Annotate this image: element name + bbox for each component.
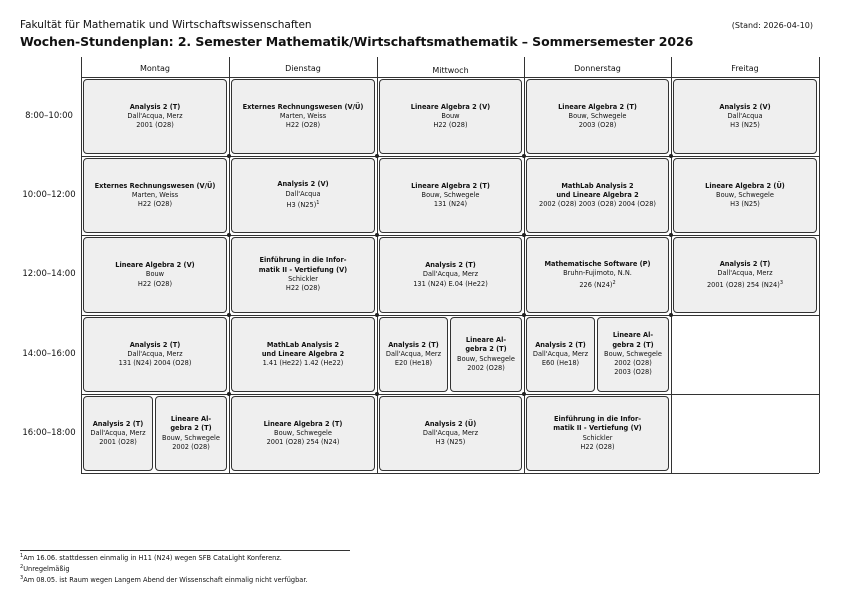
course-room-text: 2001 (O28) 254 (N24) — [706, 280, 780, 289]
course-room — [395, 359, 432, 368]
course-title: MathLab Analysis 2 und Lineare Algebra 2 — [261, 340, 345, 358]
course-room-text: H22 (O28) — [285, 284, 321, 293]
course-cell[interactable] — [83, 237, 227, 313]
footnote-marker: 1 — [316, 200, 320, 207]
course-room — [579, 279, 615, 290]
footnote-marker: 3 — [779, 279, 784, 286]
course-lecturers: Bouw, Schwegele — [162, 433, 220, 442]
grid-junction — [227, 154, 231, 158]
grid-vline — [819, 57, 820, 473]
grid-junction — [522, 392, 526, 396]
course-cell[interactable] — [155, 396, 227, 471]
day-header: Montag — [140, 64, 170, 73]
course-cell[interactable] — [673, 79, 817, 154]
course-lecturers: Bouw, Schwegele — [716, 190, 774, 199]
course-lecturers: Bouw — [441, 111, 460, 120]
course-title: Lineare Algebra 2 (T) — [558, 102, 637, 111]
course-title: MathLab Analysis 2 und Lineare Algebra 2 — [556, 181, 639, 199]
grid-hline — [81, 394, 819, 395]
course-room-text: 131 (N24) E.04 (He22) — [413, 279, 488, 288]
course-room — [286, 121, 320, 130]
course-room — [614, 359, 652, 378]
day-header: Dienstag — [285, 64, 321, 73]
grid-junction — [669, 313, 673, 317]
grid-vline — [524, 57, 525, 473]
course-cell[interactable] — [379, 317, 448, 392]
course-lecturers: Dall'Acqua, Merz — [532, 349, 589, 358]
course-cell[interactable] — [379, 237, 522, 313]
course-cell[interactable] — [526, 317, 595, 392]
course-title: Mathematische Software (P) — [544, 259, 651, 268]
course-lecturers: Schickler — [288, 275, 318, 283]
grid-vline — [671, 57, 672, 473]
course-title: Externes Rechnungswesen (V/Ü) — [94, 181, 216, 190]
course-cell[interactable] — [379, 396, 522, 471]
footnote-text: Am 16.06. stattdessen einmalig in H11 (N24) wegen SFB CataLight Konferenz. — [23, 554, 282, 563]
course-room-text: H3 (N25) — [286, 201, 317, 210]
course-lecturers: Dall'Acqua, Merz — [717, 269, 773, 278]
course-cell[interactable] — [526, 158, 669, 233]
course-cell[interactable] — [231, 158, 375, 233]
time-slot-label: 10:00–12:00 — [22, 189, 76, 200]
footnote — [20, 564, 70, 573]
course-cell[interactable] — [526, 79, 669, 154]
course-room-text: 131 (N24) — [433, 200, 468, 209]
course-room-text: 131 (N24) 2004 (O28) — [118, 359, 192, 368]
course-room-text: E60 (He18) — [541, 359, 580, 368]
course-lecturers: Bouw, Schwegele — [274, 428, 332, 437]
course-title: Analysis 2 (V) — [277, 180, 329, 189]
grid-vline — [229, 57, 230, 473]
grid-vline — [377, 57, 378, 473]
grid-hline — [81, 156, 819, 157]
grid-hline — [81, 315, 819, 316]
footnote-number: 3 — [20, 575, 24, 581]
course-room-text: H22 (O28) — [137, 279, 173, 288]
course-title: Analysis 2 (T) — [129, 340, 181, 349]
course-title: Analysis 2 (V) — [719, 102, 771, 111]
course-room-text: E20 (He18) — [394, 359, 433, 368]
grid-junction — [522, 233, 526, 237]
course-room-text: 2002 (O28) 2003 (O28) 2004 (O28) — [539, 200, 656, 209]
course-cell[interactable] — [673, 158, 817, 233]
course-room — [172, 443, 210, 452]
course-title: Analysis 2 (Ü) — [424, 419, 477, 428]
course-title: Analysis 2 (T) — [129, 102, 181, 111]
course-title: Analysis 2 (T) — [388, 340, 439, 349]
grid-hline — [81, 235, 819, 236]
course-cell[interactable] — [231, 237, 375, 313]
footnote-marker: 2 — [612, 279, 616, 286]
course-lecturers: Dall'Acqua, Merz — [385, 349, 442, 358]
course-title: Lineare Algebra 2 (T) — [263, 419, 343, 428]
grid-junction — [375, 392, 379, 396]
course-cell[interactable] — [231, 317, 375, 392]
course-lecturers: Dall'Acqua — [727, 111, 763, 120]
course-room-text: 2002 (O28) — [172, 442, 210, 451]
course-title: Analysis 2 (T) — [92, 419, 144, 428]
grid-vline — [81, 57, 82, 473]
course-title: Analysis 2 (T) — [425, 261, 476, 270]
stand-date: (Stand: 2026-04-10) — [731, 21, 813, 30]
course-cell[interactable] — [379, 158, 522, 233]
course-room-text: 2002 (O28) 2003 (O28) — [614, 359, 652, 377]
day-header: Freitag — [731, 64, 759, 73]
footnote-number: 1 — [20, 553, 24, 559]
grid-hline — [81, 473, 819, 474]
course-title: Lineare Al- gebra 2 (T) — [170, 414, 212, 433]
grid-junction — [669, 154, 673, 158]
course-cell[interactable] — [83, 158, 227, 233]
grid-junction — [375, 313, 379, 317]
grid-junction — [227, 233, 231, 237]
day-header: Mittwoch — [432, 66, 469, 75]
course-room-text: 2002 (O28) — [467, 363, 505, 372]
course-room — [730, 121, 760, 130]
course-title: Lineare Algebra 2 (Ü) — [705, 181, 785, 190]
grid-junction — [375, 233, 379, 237]
course-room-text: 226 (N24) — [579, 280, 613, 289]
course-room-text: H3 (N25) — [435, 438, 466, 447]
course-room — [136, 121, 174, 130]
course-title: Lineare Algebra 2 (V) — [115, 261, 195, 270]
course-room — [287, 199, 320, 210]
course-room-text: H3 (N25) — [730, 200, 760, 209]
course-room-text: 2003 (O28) — [578, 121, 617, 130]
course-room-text: 2001 (O28) — [136, 121, 174, 130]
grid-junction — [375, 154, 379, 158]
course-lecturers: Dall'Acqua, Merz — [127, 349, 183, 358]
course-lecturers: Bouw, Schwegele — [568, 111, 627, 120]
course-lecturers: Schickler — [582, 433, 613, 442]
footnote — [20, 575, 308, 584]
course-lecturers: Bouw, Schwegele — [604, 349, 662, 358]
course-title: Lineare Algebra 2 (V) — [410, 102, 491, 111]
footnote-text: Am 08.05. ist Raum wegen Langem Abend der Wissenschaft einmalig nicht verfügbar. — [23, 576, 308, 585]
course-cell[interactable] — [526, 396, 669, 471]
course-room — [467, 364, 505, 373]
course-title: Einführung in die Infor- matik II - Vertiefung (V) — [553, 414, 642, 433]
course-room — [542, 359, 579, 368]
course-cell[interactable] — [597, 317, 669, 392]
course-lecturers: Dall'Acqua — [285, 189, 321, 198]
course-room-text: H3 (N25) — [730, 121, 760, 130]
grid-hline — [81, 77, 819, 78]
course-room — [413, 280, 488, 289]
course-room — [434, 200, 467, 209]
course-title: Lineare Algebra 2 (T) — [411, 181, 490, 190]
course-room-text: H22 (O28) — [285, 121, 321, 130]
course-room — [580, 443, 614, 452]
footnote — [20, 553, 282, 562]
course-room-text: 2001 (O28) — [99, 438, 137, 447]
course-lecturers: Bruhn-Fujimoto, N.N. — [563, 269, 632, 278]
time-slot-label: 12:00–14:00 — [22, 269, 76, 279]
course-room — [579, 121, 617, 130]
course-room — [539, 200, 656, 209]
footnote-text: Unregelmäßig — [23, 565, 70, 574]
grid-junction — [669, 233, 673, 237]
grid-junction — [522, 313, 526, 317]
time-slot-label: 16:00–18:00 — [22, 427, 76, 438]
course-room — [119, 359, 192, 368]
course-room — [436, 438, 466, 447]
course-room-text: 1.41 (He22) 1.42 (He22) — [262, 359, 344, 368]
course-room — [263, 359, 344, 368]
faculty-name: Fakultät für Mathematik und Wirtschaftswissenschaften — [20, 19, 312, 31]
course-cell[interactable] — [83, 396, 153, 471]
course-room — [730, 200, 760, 209]
course-room — [267, 438, 340, 447]
course-lecturers: Marten, Weiss — [279, 111, 327, 120]
course-title: Lineare Al- gebra 2 (T) — [465, 335, 507, 354]
course-title: Lineare Al- gebra 2 (T) — [612, 331, 654, 349]
course-cell[interactable] — [379, 79, 522, 154]
footnote-number: 2 — [20, 564, 24, 570]
course-cell[interactable] — [526, 237, 669, 313]
course-cell[interactable] — [231, 79, 375, 154]
grid-junction — [227, 313, 231, 317]
course-lecturers: Bouw, Schwegele — [421, 190, 480, 199]
course-title: Einführung in die Infor- matik II - Vertiefung (V) — [258, 256, 348, 274]
course-lecturers: Bouw, Schwegele — [457, 354, 515, 363]
course-room-text: H22 (O28) — [433, 121, 468, 130]
course-lecturers: Dall'Acqua, Merz — [90, 428, 146, 437]
course-cell[interactable] — [83, 317, 227, 392]
course-room-text: 2001 (O28) 254 (N24) — [266, 438, 340, 447]
course-cell[interactable] — [450, 317, 522, 392]
course-lecturers: Bouw — [145, 270, 165, 279]
course-room — [707, 279, 783, 290]
course-title: Analysis 2 (T) — [535, 340, 586, 349]
page-title: Wochen-Stundenplan: 2. Semester Mathematik/Wirtschaftsmathematik – Sommersemester 2026 — [20, 34, 694, 49]
footnote-divider — [20, 550, 350, 551]
course-lecturers: Dall'Acqua, Merz — [422, 270, 479, 279]
grid-junction — [522, 154, 526, 158]
course-cell[interactable] — [231, 396, 375, 471]
course-cell[interactable] — [673, 237, 817, 313]
time-slot-label: 14:00–16:00 — [22, 348, 76, 359]
course-room — [286, 284, 320, 293]
grid-junction — [227, 392, 231, 396]
course-room — [138, 200, 172, 209]
course-lecturers: Dall'Acqua, Merz — [127, 111, 183, 120]
day-header: Donnerstag — [574, 64, 621, 73]
course-title: Externes Rechnungswesen (V/Ü) — [242, 102, 364, 111]
course-cell[interactable] — [83, 79, 227, 154]
course-room — [433, 121, 467, 130]
course-lecturers: Dall'Acqua, Merz — [422, 428, 479, 437]
course-room — [138, 280, 172, 289]
course-room — [99, 438, 137, 447]
time-slot-label: 8:00–10:00 — [25, 110, 73, 121]
course-lecturers: Marten, Weiss — [131, 190, 179, 199]
course-room-text: H22 (O28) — [580, 442, 615, 451]
course-title: Analysis 2 (T) — [719, 259, 771, 268]
course-room-text: H22 (O28) — [137, 200, 173, 209]
